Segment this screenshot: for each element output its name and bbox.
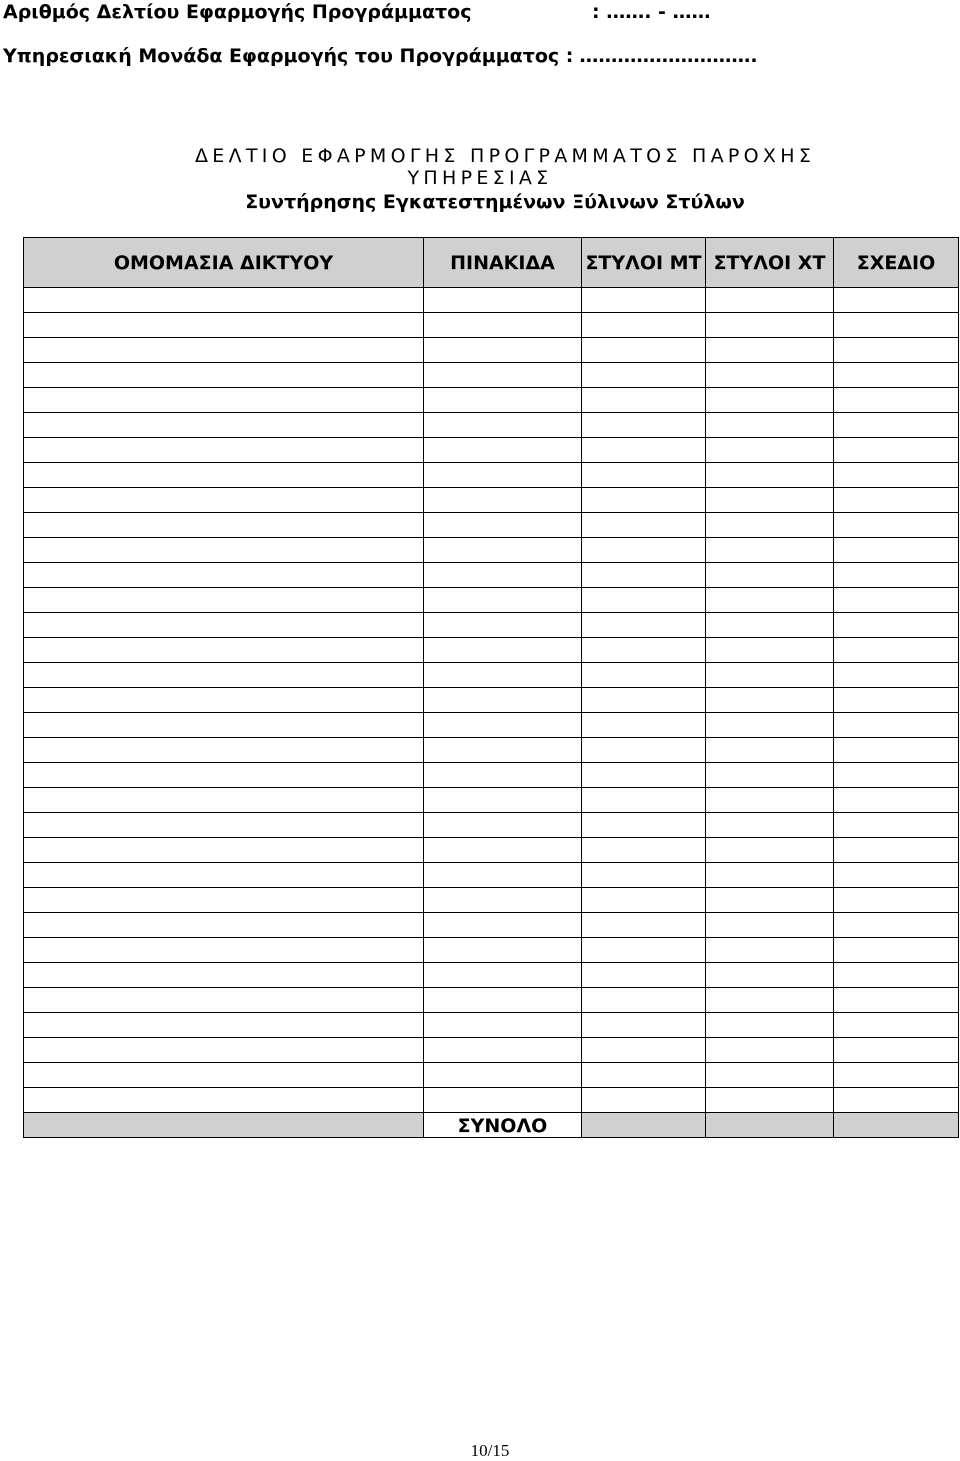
cell-plate xyxy=(424,1013,582,1038)
cell-plan xyxy=(834,563,959,588)
cell-lv-poles xyxy=(706,788,834,813)
cell-mv-poles xyxy=(582,313,706,338)
cell-plan xyxy=(834,538,959,563)
cell-plate xyxy=(424,313,582,338)
table-row xyxy=(24,1013,959,1038)
cell-network-name xyxy=(24,613,424,638)
total-cell-mv-poles xyxy=(582,1113,706,1138)
cell-lv-poles xyxy=(706,663,834,688)
cell-network-name xyxy=(24,963,424,988)
cell-mv-poles xyxy=(582,338,706,363)
cell-plan xyxy=(834,413,959,438)
cell-plan xyxy=(834,288,959,313)
cell-network-name xyxy=(24,638,424,663)
cell-lv-poles xyxy=(706,388,834,413)
cell-lv-poles xyxy=(706,1013,834,1038)
bulletin-number-label: Αριθμός Δελτίου Εφαρμογής Προγράμματος xyxy=(3,1,472,23)
cell-lv-poles xyxy=(706,338,834,363)
table-row xyxy=(24,663,959,688)
cell-mv-poles xyxy=(582,713,706,738)
table-row xyxy=(24,413,959,438)
cell-network-name xyxy=(24,538,424,563)
cell-network-name xyxy=(24,438,424,463)
cell-mv-poles xyxy=(582,763,706,788)
cell-mv-poles xyxy=(582,1038,706,1063)
table-row xyxy=(24,613,959,638)
cell-plan xyxy=(834,663,959,688)
page-number: 10/15 xyxy=(470,1441,510,1460)
cell-mv-poles xyxy=(582,1088,706,1113)
table-row xyxy=(24,288,959,313)
cell-plate xyxy=(424,788,582,813)
column-header-plate: ΠΙΝΑΚΙΔΑ xyxy=(424,238,582,288)
cell-plan xyxy=(834,1013,959,1038)
cell-lv-poles xyxy=(706,488,834,513)
network-table xyxy=(23,237,959,1138)
table-row xyxy=(24,638,959,663)
cell-mv-poles xyxy=(582,1063,706,1088)
cell-plan xyxy=(834,763,959,788)
bulletin-number-line xyxy=(0,0,960,28)
cell-network-name xyxy=(24,313,424,338)
cell-lv-poles xyxy=(706,963,834,988)
cell-lv-poles xyxy=(706,563,834,588)
cell-plate xyxy=(424,713,582,738)
cell-network-name xyxy=(24,563,424,588)
cell-plate xyxy=(424,938,582,963)
cell-lv-poles xyxy=(706,588,834,613)
cell-mv-poles xyxy=(582,613,706,638)
cell-lv-poles xyxy=(706,888,834,913)
table-row xyxy=(24,1038,959,1063)
cell-mv-poles xyxy=(582,963,706,988)
service-unit-line xyxy=(3,44,758,68)
cell-plate xyxy=(424,338,582,363)
cell-mv-poles xyxy=(582,513,706,538)
column-header-mv-poles: ΣΤΥΛΟΙ ΜΤ xyxy=(582,238,706,288)
cell-mv-poles xyxy=(582,563,706,588)
table-row xyxy=(24,688,959,713)
table-row xyxy=(24,988,959,1013)
cell-mv-poles xyxy=(582,788,706,813)
cell-plate xyxy=(424,988,582,1013)
cell-lv-poles xyxy=(706,738,834,763)
cell-network-name xyxy=(24,888,424,913)
cell-plan xyxy=(834,1063,959,1088)
cell-mv-poles xyxy=(582,688,706,713)
cell-lv-poles xyxy=(706,688,834,713)
cell-plan xyxy=(834,1038,959,1063)
title-line-2: ΥΠΗΡΕΣΙΑΣ xyxy=(407,167,553,189)
cell-plate xyxy=(424,613,582,638)
table-row xyxy=(24,763,959,788)
cell-network-name xyxy=(24,988,424,1013)
cell-lv-poles xyxy=(706,538,834,563)
table-row xyxy=(24,588,959,613)
title-line-1: ΔΕΛΤΙΟ ΕΦΑΡΜΟΓΗΣ ΠΡΟΓΡΑΜΜΑΤΟΣ ΠΑΡΟΧΗΣ xyxy=(195,145,816,167)
cell-network-name xyxy=(24,338,424,363)
cell-lv-poles xyxy=(706,763,834,788)
cell-lv-poles xyxy=(706,513,834,538)
cell-lv-poles xyxy=(706,438,834,463)
cell-lv-poles xyxy=(706,363,834,388)
cell-plate xyxy=(424,438,582,463)
cell-lv-poles xyxy=(706,1088,834,1113)
cell-network-name xyxy=(24,463,424,488)
cell-plate xyxy=(424,288,582,313)
table-row xyxy=(24,913,959,938)
cell-network-name xyxy=(24,763,424,788)
table-row xyxy=(24,863,959,888)
cell-plan xyxy=(834,313,959,338)
cell-plan xyxy=(834,363,959,388)
cell-mv-poles xyxy=(582,913,706,938)
cell-lv-poles xyxy=(706,813,834,838)
cell-plan xyxy=(834,738,959,763)
cell-lv-poles xyxy=(706,863,834,888)
cell-network-name xyxy=(24,738,424,763)
cell-plan xyxy=(834,613,959,638)
total-cell-lv-poles xyxy=(706,1113,834,1138)
cell-lv-poles xyxy=(706,713,834,738)
cell-plate xyxy=(424,588,582,613)
cell-network-name xyxy=(24,288,424,313)
cell-network-name xyxy=(24,513,424,538)
cell-plan xyxy=(834,588,959,613)
cell-plate xyxy=(424,388,582,413)
cell-mv-poles xyxy=(582,438,706,463)
bulletin-number-value: : ……. - …… xyxy=(592,1,711,23)
column-header-lv-poles: ΣΤΥΛΟΙ ΧΤ xyxy=(706,238,834,288)
cell-mv-poles xyxy=(582,638,706,663)
cell-plate xyxy=(424,513,582,538)
cell-lv-poles xyxy=(706,288,834,313)
cell-network-name xyxy=(24,938,424,963)
cell-plate xyxy=(424,488,582,513)
table-row xyxy=(24,438,959,463)
table-row xyxy=(24,813,959,838)
cell-network-name xyxy=(24,663,424,688)
cell-plan xyxy=(834,938,959,963)
cell-lv-poles xyxy=(706,613,834,638)
cell-lv-poles xyxy=(706,988,834,1013)
cell-plan xyxy=(834,488,959,513)
cell-plate xyxy=(424,563,582,588)
table-row xyxy=(24,888,959,913)
cell-mv-poles xyxy=(582,838,706,863)
cell-plan xyxy=(834,888,959,913)
cell-lv-poles xyxy=(706,638,834,663)
cell-lv-poles xyxy=(706,313,834,338)
title-line-3: Συντήρησης Εγκατεστημένων Ξύλινων Στύλων xyxy=(245,191,745,213)
table-row xyxy=(24,463,959,488)
table-header-row xyxy=(24,238,959,288)
table-row xyxy=(24,513,959,538)
table-total-row xyxy=(24,1113,959,1138)
cell-network-name xyxy=(24,863,424,888)
cell-plate xyxy=(424,763,582,788)
cell-plan xyxy=(834,813,959,838)
table-row xyxy=(24,363,959,388)
cell-plate xyxy=(424,688,582,713)
column-header-network-name: ΟΜΟΜΑΣΙΑ ΔΙΚΤΥΟΥ xyxy=(24,238,424,288)
cell-plan xyxy=(834,838,959,863)
cell-network-name xyxy=(24,838,424,863)
total-label: ΣΥΝΟΛΟ xyxy=(424,1113,582,1138)
cell-plan xyxy=(834,438,959,463)
cell-network-name xyxy=(24,1038,424,1063)
cell-lv-poles xyxy=(706,913,834,938)
cell-lv-poles xyxy=(706,1038,834,1063)
cell-mv-poles xyxy=(582,538,706,563)
table-row xyxy=(24,1063,959,1088)
cell-plan xyxy=(834,988,959,1013)
cell-network-name xyxy=(24,1063,424,1088)
cell-plan xyxy=(834,863,959,888)
cell-plate xyxy=(424,413,582,438)
cell-mv-poles xyxy=(582,388,706,413)
cell-plate xyxy=(424,738,582,763)
cell-network-name xyxy=(24,488,424,513)
table-row xyxy=(24,538,959,563)
cell-plate xyxy=(424,913,582,938)
table-row xyxy=(24,563,959,588)
cell-mv-poles xyxy=(582,588,706,613)
table-row xyxy=(24,788,959,813)
cell-mv-poles xyxy=(582,463,706,488)
cell-plate xyxy=(424,1038,582,1063)
cell-mv-poles xyxy=(582,288,706,313)
total-cell-empty xyxy=(24,1113,424,1138)
cell-network-name xyxy=(24,588,424,613)
cell-plate xyxy=(424,538,582,563)
cell-plate xyxy=(424,363,582,388)
cell-plan xyxy=(834,338,959,363)
cell-mv-poles xyxy=(582,813,706,838)
cell-mv-poles xyxy=(582,413,706,438)
cell-plan xyxy=(834,513,959,538)
cell-network-name xyxy=(24,788,424,813)
cell-mv-poles xyxy=(582,663,706,688)
total-cell-plan xyxy=(834,1113,959,1138)
cell-plan xyxy=(834,963,959,988)
cell-network-name xyxy=(24,913,424,938)
cell-mv-poles xyxy=(582,888,706,913)
cell-network-name xyxy=(24,388,424,413)
cell-plate xyxy=(424,813,582,838)
cell-network-name xyxy=(24,363,424,388)
cell-plate xyxy=(424,888,582,913)
cell-plate xyxy=(424,838,582,863)
cell-plate xyxy=(424,463,582,488)
cell-plan xyxy=(834,463,959,488)
table-row xyxy=(24,738,959,763)
table-row xyxy=(24,388,959,413)
cell-lv-poles xyxy=(706,1063,834,1088)
column-header-plan: ΣΧΕΔΙΟ xyxy=(834,238,959,288)
table-row xyxy=(24,838,959,863)
cell-network-name xyxy=(24,1088,424,1113)
cell-network-name xyxy=(24,413,424,438)
cell-mv-poles xyxy=(582,738,706,763)
table-row xyxy=(24,938,959,963)
cell-mv-poles xyxy=(582,863,706,888)
table-row xyxy=(24,963,959,988)
cell-plan xyxy=(834,788,959,813)
table-body xyxy=(24,288,959,1113)
cell-lv-poles xyxy=(706,413,834,438)
cell-network-name xyxy=(24,713,424,738)
table-row xyxy=(24,313,959,338)
cell-plate xyxy=(424,863,582,888)
table-row xyxy=(24,488,959,513)
cell-network-name xyxy=(24,813,424,838)
cell-plate xyxy=(424,663,582,688)
cell-mv-poles xyxy=(582,938,706,963)
cell-mv-poles xyxy=(582,488,706,513)
cell-mv-poles xyxy=(582,988,706,1013)
cell-plan xyxy=(834,713,959,738)
table-row xyxy=(24,1088,959,1113)
cell-mv-poles xyxy=(582,1013,706,1038)
cell-plan xyxy=(834,688,959,713)
cell-network-name xyxy=(24,688,424,713)
table-row xyxy=(24,713,959,738)
cell-plan xyxy=(834,1088,959,1113)
cell-plan xyxy=(834,388,959,413)
table-row xyxy=(24,338,959,363)
service-unit-value: ………………………. xyxy=(579,45,758,67)
cell-lv-poles xyxy=(706,838,834,863)
cell-plate xyxy=(424,1088,582,1113)
cell-plan xyxy=(834,913,959,938)
service-unit-label: Υπηρεσιακή Μονάδα Εφαρμογής του Προγράμματος : xyxy=(3,45,574,67)
cell-lv-poles xyxy=(706,938,834,963)
cell-lv-poles xyxy=(706,463,834,488)
cell-plan xyxy=(834,638,959,663)
cell-network-name xyxy=(24,1013,424,1038)
cell-plate xyxy=(424,638,582,663)
cell-mv-poles xyxy=(582,363,706,388)
cell-plate xyxy=(424,963,582,988)
cell-plate xyxy=(424,1063,582,1088)
